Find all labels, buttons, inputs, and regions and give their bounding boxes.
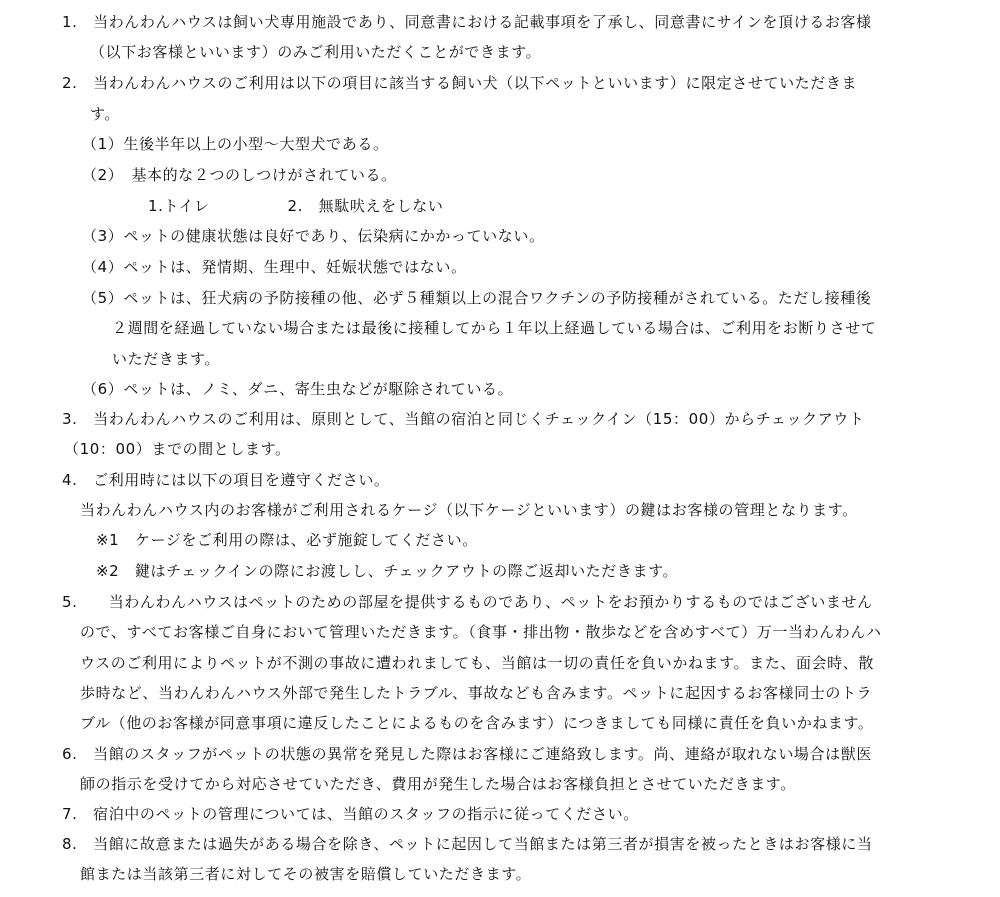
text-line: 2. 当わんわんハウスのご利用は以下の項目に該当する飼い犬（以下ペットといいます）に限定させていただきま [62,74,858,92]
text-line: 歩時など、当わんわんハウス外部で発生したトラブル、事故なども含みます。ペットに起因するお客様同士のトラ [80,684,873,702]
text-line: 3. 当わんわんハウスのご利用は、原則として、当館の宿泊と同じくチェックイン（15：00）からチェックアウト [62,410,865,428]
text-line: （3）ペットの健康状態は良好であり、伝染病にかかっていない。 [82,227,545,245]
text-line: ※1 ケージをご利用の際は、必ず施錠してください。 [96,531,478,549]
text-line: いただきます。 [112,350,221,368]
text-line: 8. 当館に故意または過失がある場合を除き、ペットに起因して当館または第三者が損害を被ったときはお客様に当 [62,835,873,853]
text-line: す。 [90,105,121,123]
text-line: 7. 宿泊中のペットの管理については、当館のスタッフの指示に従ってください。 [62,805,639,823]
text-line: （1）生後半年以上の小型～大型犬である。 [82,135,389,153]
text-line: 師の指示を受けてから対応させていただき、費用が発生した場合はお客様負担とさせていただきます。 [80,775,796,793]
text-line: 4. ご利用時には以下の項目を遵守ください。 [62,471,390,489]
text-line: （以下お客様といいます）のみご利用いただくことができます。 [90,43,542,61]
text-line: ２週間を経過していない場合または最後に接種してから１年以上経過している場合は、ご利用をお断りさせて [112,319,877,337]
text-line: 1. 当わんわんハウスは飼い犬専用施設であり、同意書における記載事項を了承し、同意書にサインを頂けるお客様 [62,13,872,31]
text-line: 6. 当館のスタッフがペットの状態の異常を発見した際はお客様にご連絡致します。尚、連絡が取れない場合は獣医 [62,745,872,763]
text-line: ウスのご利用によりペットが不測の事故に遭われましても、当館は一切の責任を負いかねます。また、面会時、散 [80,654,874,672]
text-line: （10：00）までの間とします。 [64,440,291,458]
text-line: （6）ペットは、ノミ、ダニ、寄生虫などが駆除されている。 [82,380,514,398]
text-line: ブル（他のお客様が同意事項に違反したことによるものを含みます）につきましても同様に責任を負いかねます。 [80,714,874,732]
text-line: 5. 当わんわんハウスはペットのための部屋を提供するものであり、ペットをお預かりするものではございません [62,593,873,611]
text-line: 館または当該第三者に対してその被害を賠償していただきます。 [80,865,532,883]
text-line: ので、すべてお客様ご自身において管理いただきます。（食事・排出物・散歩などを含めすべて）万一当わんわんハ [80,623,882,641]
text-line: 当わんわんハウス内のお客様がご利用されるケージ（以下ケージといいます）の鍵はお客様の管理となります。 [80,501,858,519]
text-line: 1.トイレ 2. 無駄吠えをしない [148,197,444,215]
text-line: （2） 基本的な２つのしつけがされている。 [82,166,397,184]
text-line: （4）ペットは、発情期、生理中、妊娠状態ではない。 [82,258,467,276]
text-line: ※2 鍵はチェックインの際にお渡しし、チェックアウトの際ご返却いただきます。 [96,562,679,580]
text-line: （5）ペットは、狂犬病の予防接種の他、必ず５種類以上の混合ワクチンの予防接種がされている。ただし接種後 [82,289,872,307]
